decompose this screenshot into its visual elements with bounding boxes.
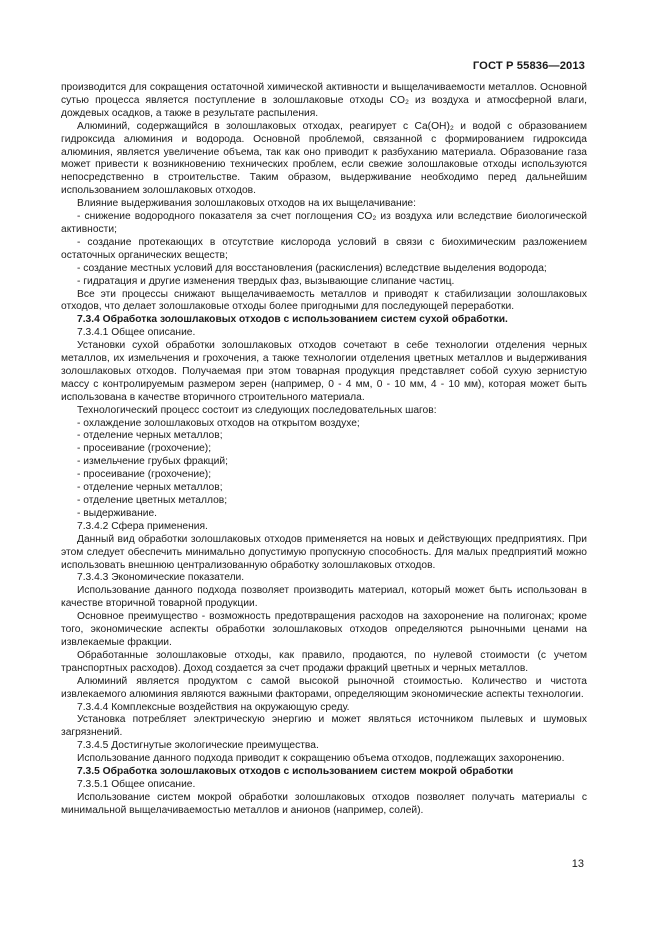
paragraph: 7.3.4.2 Сфера применения. <box>77 520 208 532</box>
paragraph: - отделение черных металлов; <box>77 430 223 442</box>
paragraph: - охлаждение золошлаковых отходов на открытом воздухе; <box>77 417 360 429</box>
paragraph: Технологический процесс состоит из следующих последовательных шагов: <box>77 404 437 416</box>
paragraph: - измельчение грубых фракций; <box>77 456 228 468</box>
document-code-header: ГОСТ Р 55836—2013 <box>472 60 585 72</box>
paragraph: - гидратация и другие изменения твердых фаз, вызывающие слипание частиц. <box>77 275 455 287</box>
paragraph: - просеивание (грохочение); <box>77 443 212 455</box>
paragraph: 7.3.5.1 Общее описание. <box>77 778 196 790</box>
paragraph: Алюминий, содержащийся в золошлаковых отходах, реагирует с Ca(OH)₂ и водой с образованием гидроксида алюминия и водорода. Основной проблемой, связанной с формированием гидроксида алюминия, является увеличение объема, так как оно приводит к разбуханию материала. Образование газа может привести к возникновению технических проблем, если свежие золошлаковые отходы используются непосредственно в строительстве. Таким образом, выдерживание необходимо перед дальнейшим использованием золошлаковых отходов. <box>61 120 587 197</box>
document-body <box>61 82 587 818</box>
paragraph: Все эти процессы снижают выщелачиваемость металлов и приводят к стабилизации золошлаковых отходов, что делает золошлаковые отходы более пригодными для последующей переработки. <box>61 288 587 313</box>
paragraph: Использование данного подхода приводит к сокращению объема отходов, подлежащих захоронению. <box>77 753 565 765</box>
paragraph: - создание протекающих в отсутствие кислорода условий в связи с биохимическим разложением остаточных органических веществ; <box>61 236 587 261</box>
paragraph: 7.3.4.1 Общее описание. <box>77 327 196 339</box>
paragraph: производится для сокращения остаточной химической активности и выщелачиваемости металлов. Основной сутью процесса является поступление в золошлаковые отходы CO₂ из воздуха и атмосферной влаги, дождевых осадков, а также в результате распыления. <box>61 82 587 119</box>
paragraph: Установки сухой обработки золошлаковых отходов сочетают в себе технологии отделения черных металлов, их измельчения и грохочения, а также технологии отделения цветных металлов и выдерживания золошлаковых отходов. Получаемая при этом товарная продукция представляет собой сухую зернистую массу с контролируемым размером зерен (например, 0 - 4 мм, 0 - 10 мм, 4 - 10 мм), которая может быть использована в качестве вторичного строительного материала. <box>61 340 587 403</box>
paragraph: 7.3.4.3 Экономические показатели. <box>77 572 245 584</box>
paragraph: Данный вид обработки золошлаковых отходов применяется на новых и действующих предприятиях. При этом следует обеспечить минимально допустимую пропускную способность. Для малых предприятий можно использовать внешнюю централизованную обработку золошлаковых отходов. <box>61 533 587 571</box>
paragraph: - выдерживание. <box>77 507 158 519</box>
page-number: 13 <box>571 858 584 870</box>
paragraph: - отделение черных металлов; <box>77 482 223 494</box>
paragraph: 7.3.4.4 Комплексные воздействия на окружающую среду. <box>77 701 350 713</box>
paragraph: Влияние выдерживания золошлаковых отходов на их выщелачивание: <box>77 198 416 210</box>
paragraph: - просеивание (грохочение); <box>77 469 212 481</box>
paragraph: Обработанные золошлаковые отходы, как правило, продаются, по нулевой стоимости (с учетом транспортных расходов). Доход создается за счет продажи фракций цветных и черных металлов. <box>61 649 587 674</box>
paragraph: 7.3.4.5 Достигнутые экологические преимущества. <box>77 740 319 752</box>
paragraph: - снижение водородного показателя за счет поглощения CO₂ из воздуха или вследствие биологической активности; <box>61 211 587 235</box>
paragraph: Алюминий является продуктом с самой высокой рыночной стоимостью. Количество и чистота извлекаемого алюминия являются важными факторами, определяющим экономические аспекты технологии. <box>61 675 587 700</box>
paragraph: Использование систем мокрой обработки золошлаковых отходов позволяет получать материалы с минимальной выщелачиваемостью металлов и анионов (например, солей). <box>61 791 587 816</box>
paragraph: - создание местных условий для восстановления (раскисления) вследствие выделения водорода; <box>77 262 547 274</box>
paragraph: - отделение цветных металлов; <box>77 495 228 506</box>
section-heading: 7.3.5 Обработка золошлаковых отходов с использованием систем мокрой обработки <box>77 766 514 778</box>
paragraph: Установка потребляет электрическую энергию и может являться источником пылевых и шумовых загрязнений. <box>61 714 587 739</box>
section-heading: 7.3.4 Обработка золошлаковых отходов с использованием систем сухой обработки. <box>77 314 508 326</box>
paragraph: Использование данного подхода позволяет производить материал, который может быть использован в качестве вторичной товарной продукции. <box>61 585 587 610</box>
paragraph: Основное преимущество - возможность предотвращения расходов на захоронение на полигонах; кроме того, экономические аспекты обработки золошлаковых отходов определяются рыночными ценами на извлекаемые фракции. <box>61 611 587 648</box>
